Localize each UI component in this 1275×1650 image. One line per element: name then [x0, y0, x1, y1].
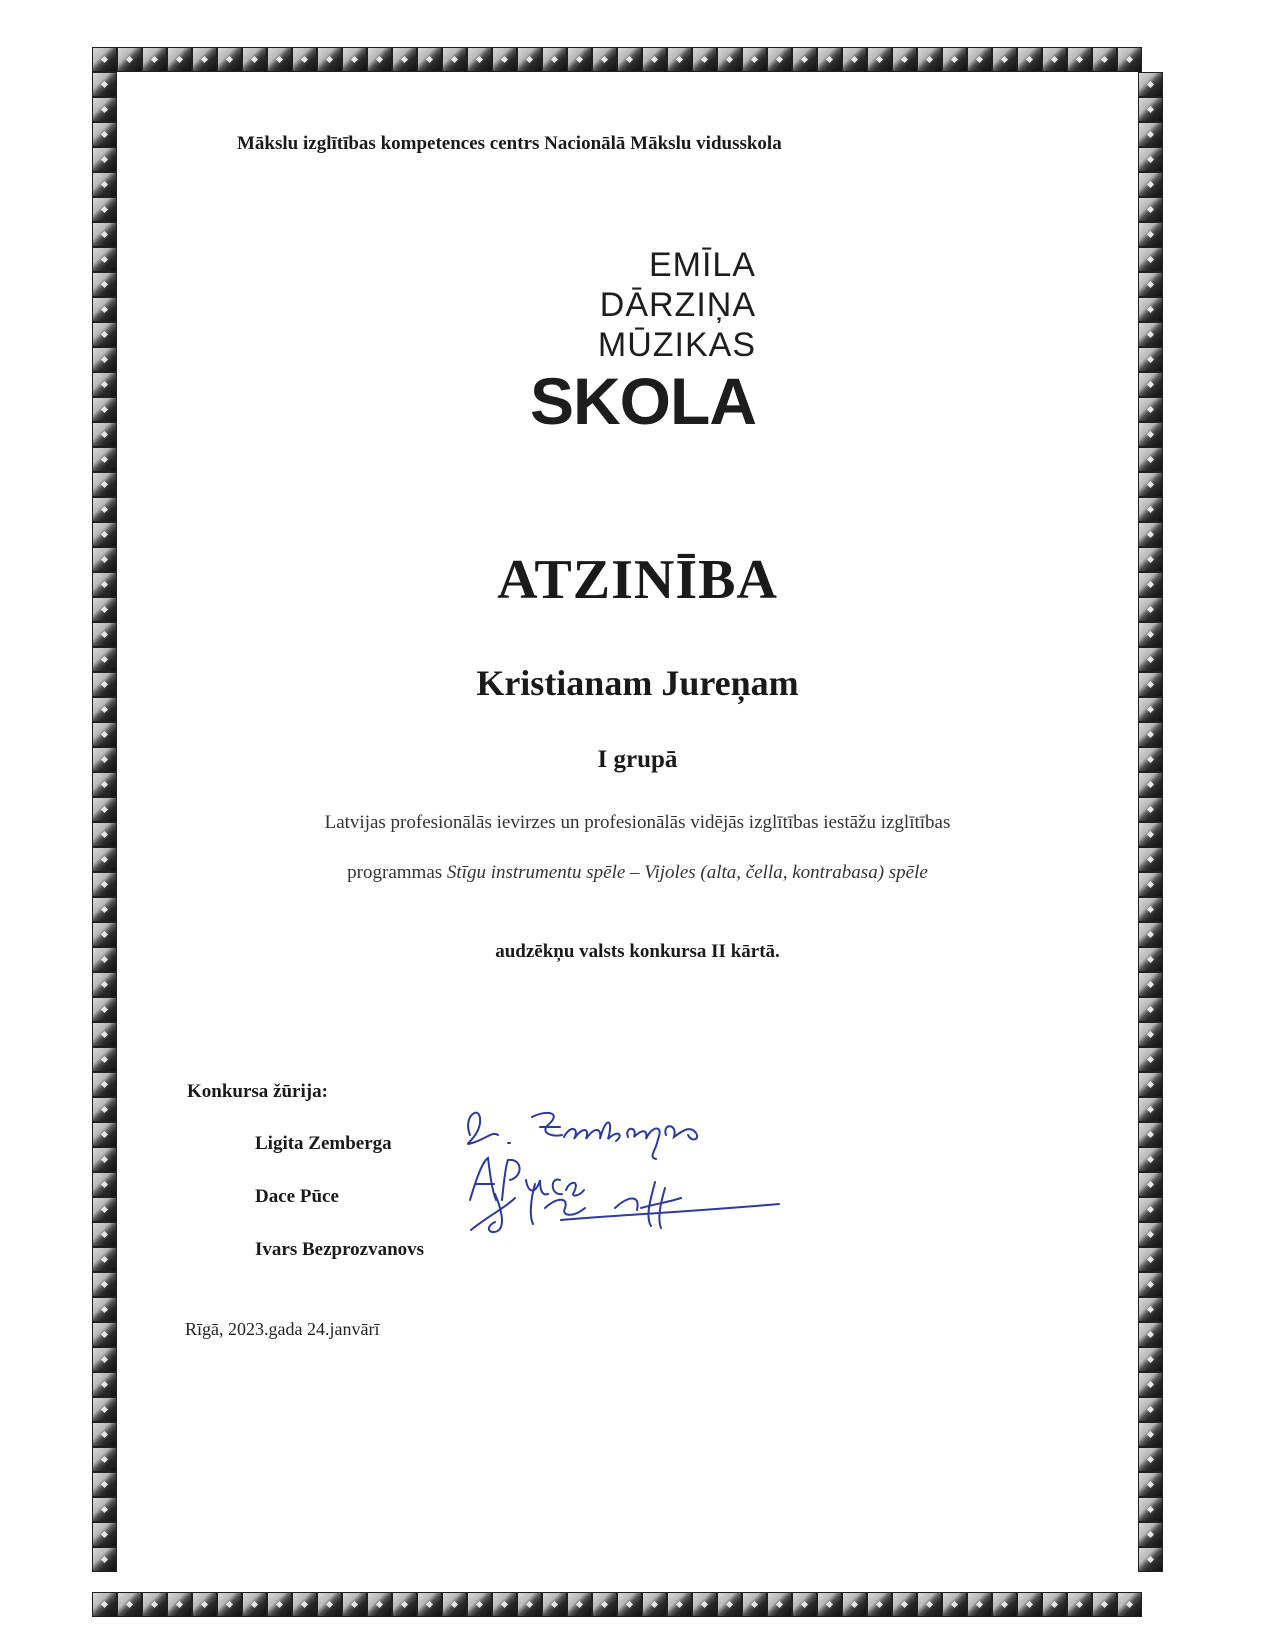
border-stud: [1117, 47, 1142, 72]
border-stud: [92, 272, 117, 297]
border-stud: [1117, 1592, 1142, 1617]
border-stud: [1138, 422, 1163, 447]
border-stud: [1138, 972, 1163, 997]
border-stud: [792, 1592, 817, 1617]
border-stud: [1138, 522, 1163, 547]
border-stud: [92, 1522, 117, 1547]
border-stud: [1138, 1497, 1163, 1522]
border-stud: [892, 47, 917, 72]
border-stud: [592, 47, 617, 72]
border-stud: [442, 47, 467, 72]
recipient-name: Kristianam Jureņam: [476, 663, 799, 703]
border-stud: [1138, 1547, 1163, 1572]
border-stud: [1138, 997, 1163, 1022]
border-stud: [1138, 1522, 1163, 1547]
border-stud: [1138, 1047, 1163, 1072]
border-stud: [92, 1372, 117, 1397]
border-stud: [1138, 1397, 1163, 1422]
border-stud: [1138, 372, 1163, 397]
border-stud: [692, 47, 717, 72]
border-stud: [92, 772, 117, 797]
border-stud: [167, 47, 192, 72]
border-stud: [92, 997, 117, 1022]
border-stud: [92, 97, 117, 122]
border-stud: [1138, 322, 1163, 347]
border-stud: [967, 47, 992, 72]
border-stud: [417, 1592, 442, 1617]
border-stud: [767, 1592, 792, 1617]
border-stud: [1138, 197, 1163, 222]
border-stud: [617, 47, 642, 72]
border-stud: [742, 47, 767, 72]
border-stud: [1138, 1097, 1163, 1122]
border-stud: [242, 47, 267, 72]
border-stud: [1138, 1472, 1163, 1497]
border-stud: [842, 1592, 867, 1617]
border-stud: [92, 722, 117, 747]
logo-line-4: SKOLA: [530, 364, 756, 438]
border-stud: [92, 972, 117, 997]
border-stud: [292, 1592, 317, 1617]
border-stud: [642, 1592, 667, 1617]
border-stud: [1138, 1347, 1163, 1372]
border-stud: [342, 47, 367, 72]
border-stud: [92, 1022, 117, 1047]
border-stud: [192, 1592, 217, 1617]
border-stud: [367, 47, 392, 72]
border-stud: [92, 247, 117, 272]
border-stud: [867, 1592, 892, 1617]
border-stud: [1017, 47, 1042, 72]
border-stud: [1138, 1422, 1163, 1447]
border-stud: [92, 422, 117, 447]
border-stud: [1138, 722, 1163, 747]
border-stud: [317, 47, 342, 72]
certificate-title: ATZINĪBA: [497, 549, 778, 611]
signature-bezprozvanovs: [465, 1168, 785, 1248]
border-stud: [217, 47, 242, 72]
border-stud: [1138, 447, 1163, 472]
description-line-2: [0, 862, 1275, 884]
border-stud: [467, 47, 492, 72]
border-stud: [117, 1592, 142, 1617]
border-stud: [1138, 1297, 1163, 1322]
border-stud: [1138, 122, 1163, 147]
border-stud: [92, 1347, 117, 1372]
border-stud: [1138, 97, 1163, 122]
border-stud: [1138, 1372, 1163, 1397]
border-stud: [1138, 397, 1163, 422]
school-logo: [500, 246, 756, 438]
description-line-1: Latvijas profesionālās ievirzes un profesionālās vidējās izglītības iestāžu izglītības: [324, 812, 951, 833]
border-stud: [417, 47, 442, 72]
border-stud: [492, 1592, 517, 1617]
border-stud: [1042, 1592, 1067, 1617]
border-stud: [1138, 1072, 1163, 1097]
border-stud: [92, 172, 117, 197]
border-stud: [1138, 1022, 1163, 1047]
jury-member-1: Ligita Zemberga: [255, 1133, 392, 1154]
border-stud: [1138, 72, 1163, 97]
border-stud: [442, 1592, 467, 1617]
logo-line-1: EMĪLA: [648, 246, 756, 284]
border-stud: [767, 47, 792, 72]
border-stud: [92, 1322, 117, 1347]
border-stud: [517, 47, 542, 72]
border-stud: [317, 1592, 342, 1617]
border-stud: [242, 1592, 267, 1617]
border-stud: [92, 897, 117, 922]
border-stud: [1138, 272, 1163, 297]
border-stud: [1067, 1592, 1092, 1617]
border-stud: [92, 1172, 117, 1197]
border-stud: [167, 1592, 192, 1617]
border-stud: [1138, 1197, 1163, 1222]
border-stud: [1138, 1147, 1163, 1172]
border-stud: [92, 1122, 117, 1147]
border-stud: [217, 1592, 242, 1617]
border-stud: [717, 47, 742, 72]
border-stud: [267, 1592, 292, 1617]
border-stud: [92, 372, 117, 397]
border-stud: [467, 1592, 492, 1617]
jury-label: Konkursa žūrija:: [187, 1081, 328, 1102]
border-stud: [92, 1147, 117, 1172]
border-stud: [1138, 1172, 1163, 1197]
border-stud: [92, 1397, 117, 1422]
border-stud: [867, 47, 892, 72]
border-stud: [942, 1592, 967, 1617]
border-stud: [92, 397, 117, 422]
border-stud: [917, 47, 942, 72]
border-stud: [1138, 297, 1163, 322]
group-label: I grupā: [597, 746, 678, 773]
border-stud: [1138, 1122, 1163, 1147]
border-stud: [942, 47, 967, 72]
border-stud: [1138, 772, 1163, 797]
border-stud: [142, 47, 167, 72]
border-stud: [92, 1422, 117, 1447]
border-stud: [992, 1592, 1017, 1617]
border-stud: [92, 222, 117, 247]
description-line-3: audzēkņu valsts konkursa II kārtā.: [495, 941, 780, 962]
border-stud: [1138, 1247, 1163, 1272]
border-stud: [817, 47, 842, 72]
program-prefix: programmas: [347, 862, 443, 883]
border-stud: [92, 147, 117, 172]
border-stud: [92, 1497, 117, 1522]
border-stud: [1092, 47, 1117, 72]
border-stud: [667, 47, 692, 72]
border-stud: [92, 622, 117, 647]
border-stud: [1138, 1222, 1163, 1247]
border-stud: [1138, 222, 1163, 247]
border-stud: [1042, 47, 1067, 72]
border-stud: [367, 1592, 392, 1617]
border-stud: [142, 1592, 167, 1617]
program-name: Stīgu instrumentu spēle – Vijoles (alta, čella, kontrabasa) spēle: [446, 862, 928, 883]
border-stud: [342, 1592, 367, 1617]
jury-member-2: Dace Pūce: [255, 1186, 339, 1207]
border-stud: [92, 1272, 117, 1297]
border-stud: [392, 47, 417, 72]
border-stud: [267, 47, 292, 72]
border-stud: [692, 1592, 717, 1617]
border-stud: [842, 47, 867, 72]
border-stud: [1138, 1272, 1163, 1297]
border-stud: [92, 347, 117, 372]
border-stud: [1138, 147, 1163, 172]
border-stud: [92, 522, 117, 547]
border-stud: [1067, 47, 1092, 72]
border-stud: [92, 497, 117, 522]
border-stud: [1138, 622, 1163, 647]
border-stud: [792, 47, 817, 72]
border-stud: [192, 47, 217, 72]
place-and-date: Rīgā, 2023.gada 24.janvārī: [185, 1319, 380, 1339]
border-stud: [92, 1247, 117, 1272]
border-stud: [117, 47, 142, 72]
border-stud: [1138, 247, 1163, 272]
border-stud: [92, 1472, 117, 1497]
border-stud: [292, 47, 317, 72]
border-stud: [492, 47, 517, 72]
border-stud: [92, 1097, 117, 1122]
border-stud: [642, 47, 667, 72]
border-stud: [1092, 1592, 1117, 1617]
border-stud: [742, 1592, 767, 1617]
border-stud: [1138, 1447, 1163, 1472]
border-stud: [92, 1197, 117, 1222]
border-stud: [592, 1592, 617, 1617]
border-stud: [92, 1297, 117, 1322]
border-stud: [992, 47, 1017, 72]
logo-line-3: MŪZIKAS: [597, 326, 756, 364]
border-stud: [92, 322, 117, 347]
border-stud: [92, 447, 117, 472]
border-stud: [667, 1592, 692, 1617]
border-stud: [542, 1592, 567, 1617]
logo-line-2: DĀRZIŅA: [599, 286, 756, 324]
border-stud: [92, 1447, 117, 1472]
border-stud: [92, 297, 117, 322]
border-stud: [92, 472, 117, 497]
border-stud: [92, 1547, 117, 1572]
border-stud: [92, 1072, 117, 1097]
border-stud: [1138, 497, 1163, 522]
border-stud: [817, 1592, 842, 1617]
border-stud: [1138, 897, 1163, 922]
border-stud: [1138, 172, 1163, 197]
border-stud: [92, 1222, 117, 1247]
border-stud: [517, 1592, 542, 1617]
border-stud: [92, 47, 117, 72]
border-stud: [1138, 1322, 1163, 1347]
border-stud: [567, 1592, 592, 1617]
border-stud: [92, 197, 117, 222]
border-stud: [717, 1592, 742, 1617]
border-stud: [967, 1592, 992, 1617]
border-stud: [617, 1592, 642, 1617]
border-stud: [567, 47, 592, 72]
border-stud: [92, 1592, 117, 1617]
border-stud: [1138, 472, 1163, 497]
border-stud: [92, 72, 117, 97]
jury-member-3: Ivars Bezprozvanovs: [255, 1239, 425, 1260]
border-stud: [1017, 1592, 1042, 1617]
border-stud: [92, 1047, 117, 1072]
border-stud: [892, 1592, 917, 1617]
border-stud: [1138, 347, 1163, 372]
border-stud: [542, 47, 567, 72]
border-stud: [917, 1592, 942, 1617]
border-stud: [92, 122, 117, 147]
border-stud: [392, 1592, 417, 1617]
